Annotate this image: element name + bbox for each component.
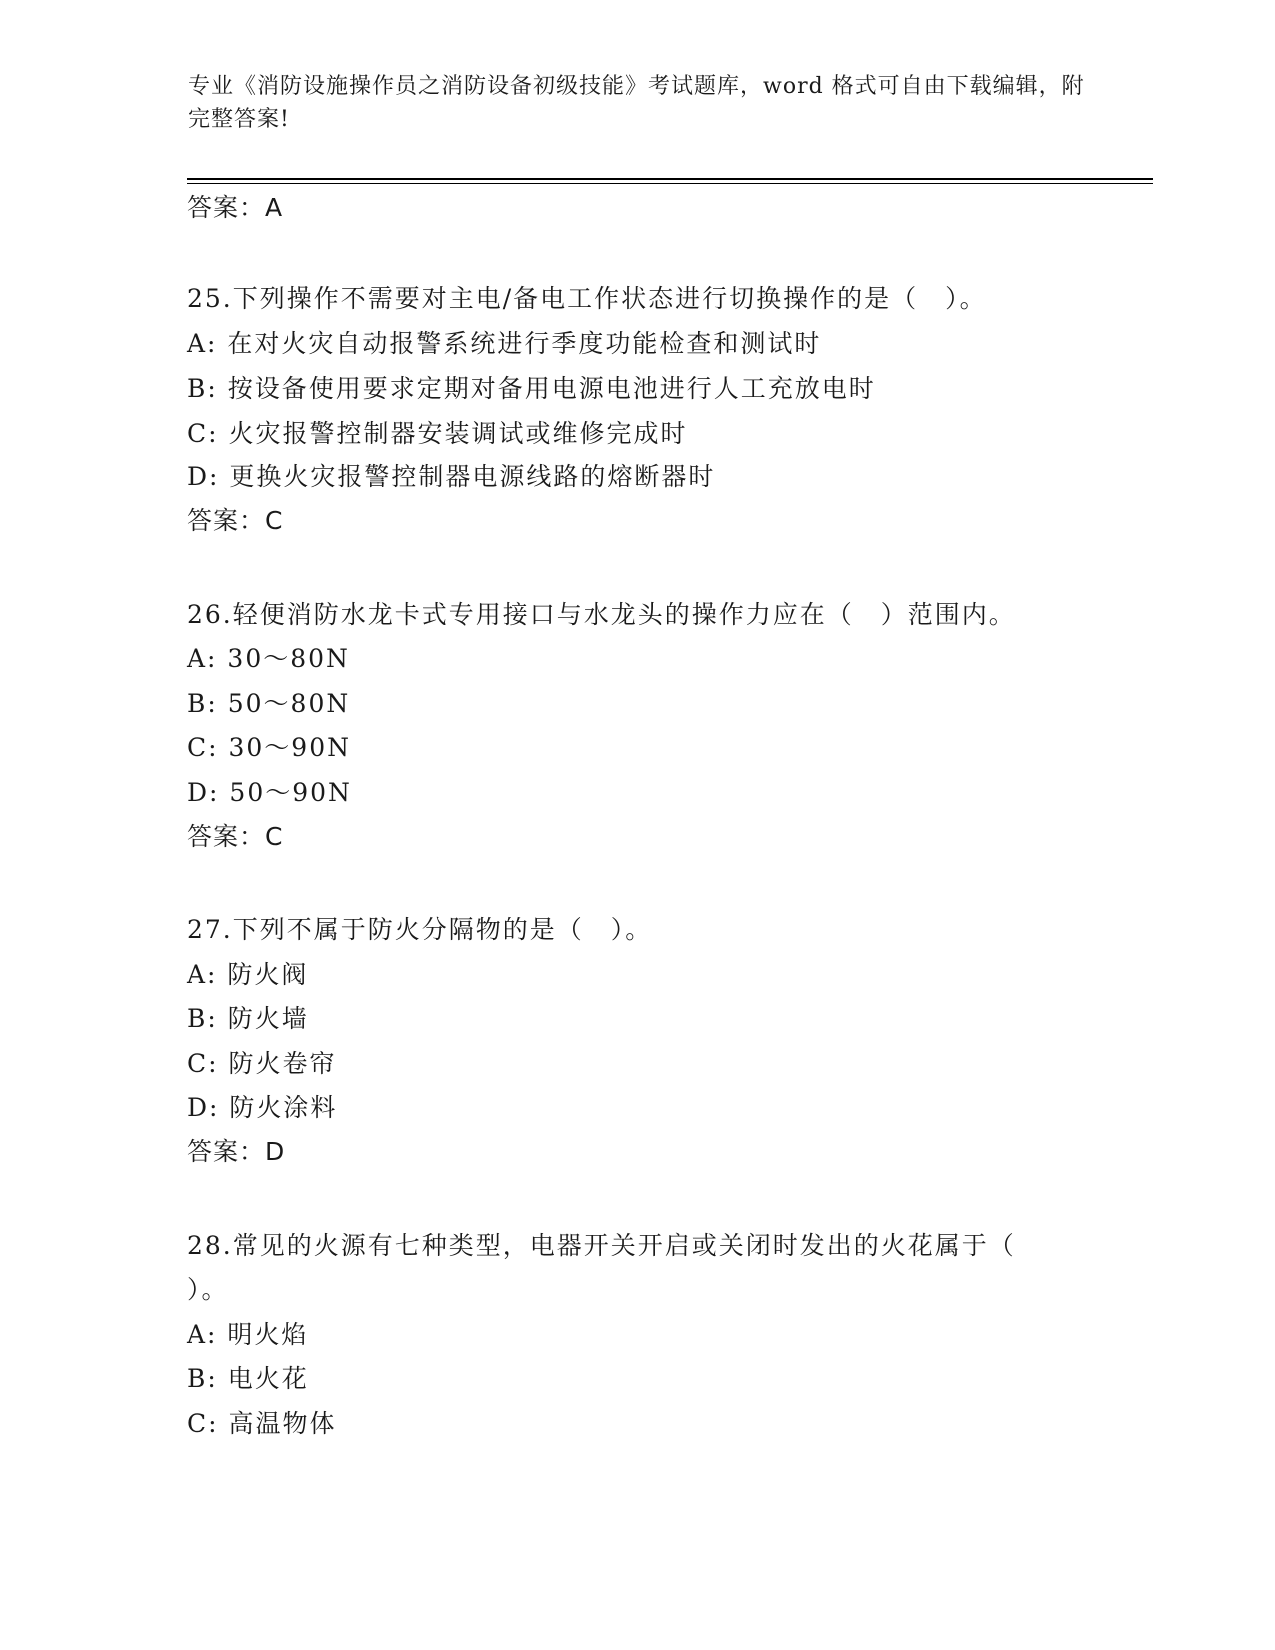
question-25-option-c: C: 火灾报警控制器安装调试或维修完成时 [187, 419, 688, 448]
question-28-option-c: C: 高温物体 [187, 1409, 337, 1438]
question-25-stem: 25.下列操作不需要对主电/备电工作状态进行切换操作的是（ ）。 [187, 284, 987, 313]
question-27-option-b: B: 防火墙 [187, 1004, 309, 1033]
question-25-option-b: B: 按设备使用要求定期对备用电源电池进行人工充放电时 [187, 374, 876, 403]
question-28-option-b: B: 电火花 [187, 1364, 309, 1393]
question-25-option-d: D: 更换火灾报警控制器电源线路的熔断器时 [187, 462, 716, 491]
question-27-option-c: C: 防火卷帘 [187, 1049, 337, 1078]
question-27-answer: 答案：D [187, 1137, 286, 1166]
question-27-option-d: D: 防火涂料 [187, 1093, 338, 1122]
answer-prev: 答案：A [187, 193, 284, 222]
question-28-stem-line2: ）。 [187, 1275, 229, 1304]
question-26-option-d: D: 50～90N [187, 778, 352, 807]
question-26-answer: 答案：C [187, 822, 284, 851]
question-28-stem-line1: 28.常见的火源有七种类型，电器开关开启或关闭时发出的火花属于（ [187, 1231, 1016, 1260]
question-26-option-a: A: 30～80N [187, 644, 350, 673]
question-28-option-a: A: 明火焰 [187, 1320, 309, 1349]
question-25-answer: 答案：C [187, 506, 284, 535]
question-27-option-a: A: 防火阀 [187, 960, 309, 989]
question-26-option-b: B: 50～80N [187, 689, 351, 718]
header-divider-thick [187, 178, 1153, 180]
question-26-option-c: C: 30～90N [187, 733, 351, 762]
header-divider-thin [187, 183, 1153, 184]
question-25-option-a: A: 在对火灾自动报警系统进行季度功能检查和测试时 [187, 329, 822, 358]
document-header: 专业《消防设施操作员之消防设备初级技能》考试题库，word 格式可自由下载编辑，附完整答案! [188, 74, 1085, 132]
question-27-stem: 27.下列不属于防火分隔物的是（ ）。 [187, 915, 653, 944]
question-26-stem: 26.轻便消防水龙卡式专用接口与水龙头的操作力应在（ ）范围内。 [187, 600, 1016, 629]
